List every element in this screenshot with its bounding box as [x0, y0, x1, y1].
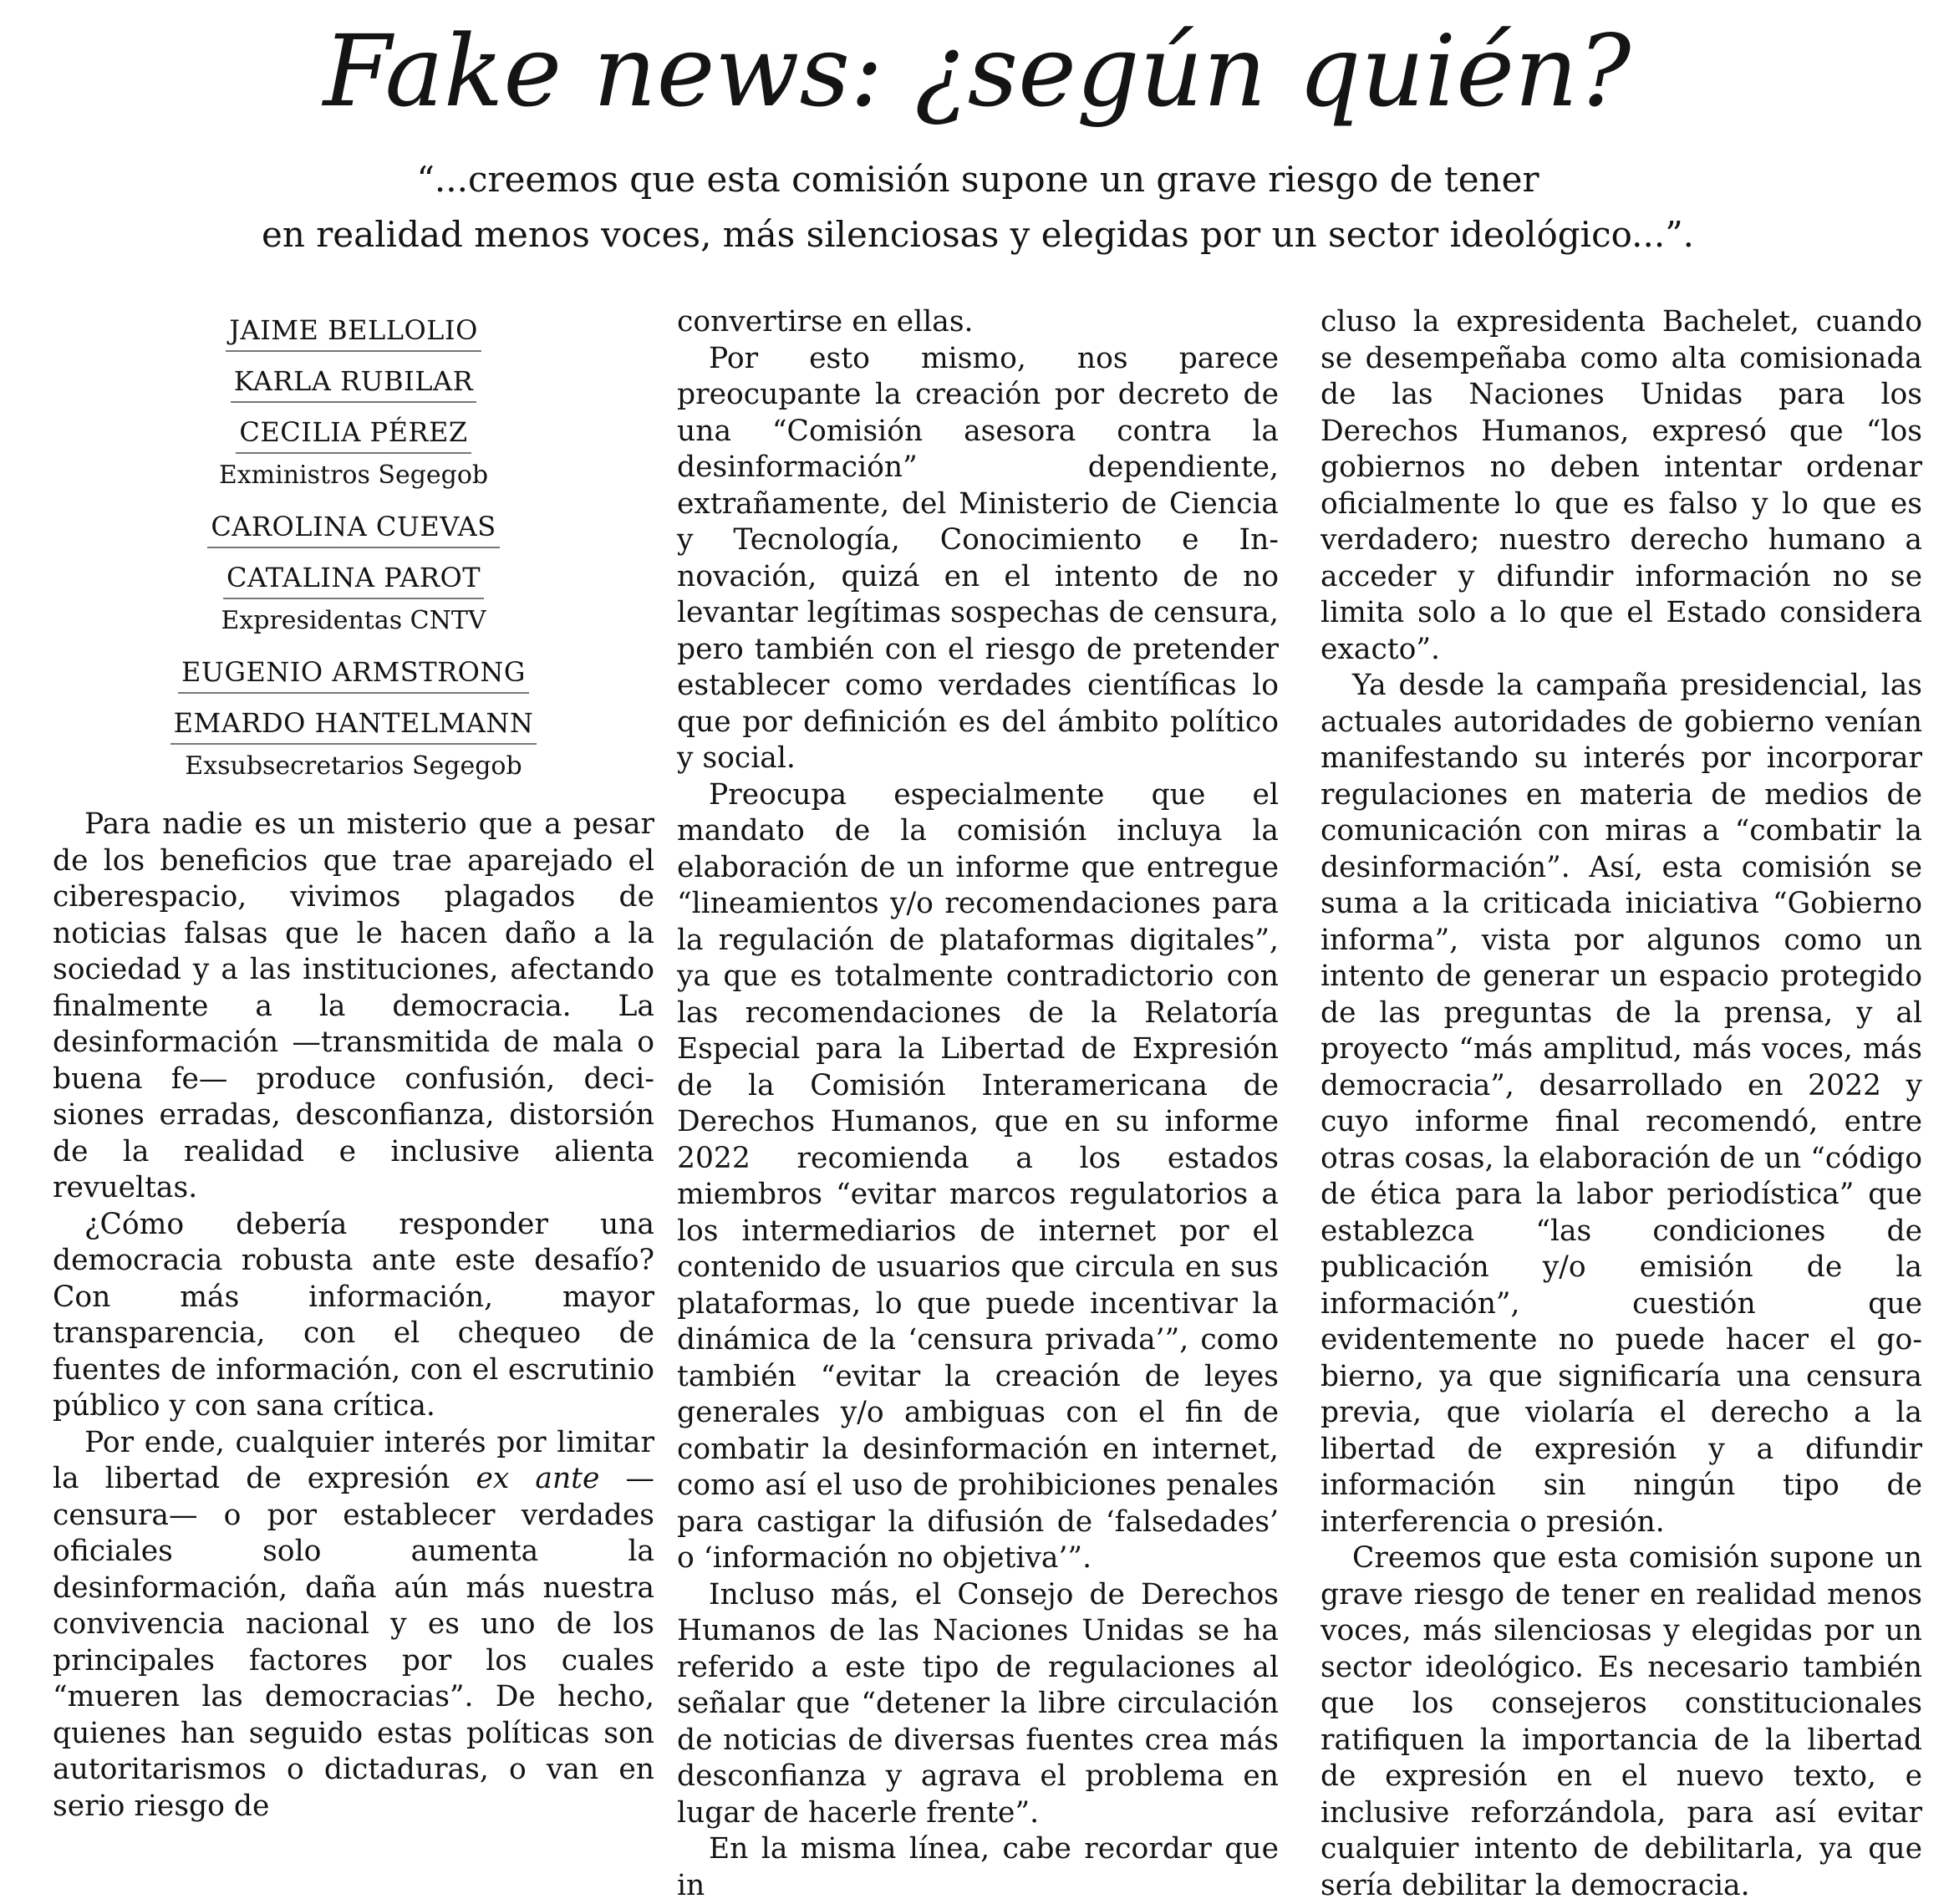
- author-name: EUGENIO ARMSTRONG: [178, 655, 529, 694]
- body-paragraph: Incluso más, el Consejo de Derechos Humanos de las Naciones Unidas se ha referido a este tipo de regulaciones al señalar que “detener la libre circulación de noticias de diversas fuentes crea más desconfianza y agrava el problema en lugar de hacerle frente”.: [677, 1577, 1279, 1830]
- emphasis-text: ex ante: [476, 1462, 600, 1495]
- author-name: CATALINA PAROT: [223, 561, 484, 599]
- body-text: Por ende, cualquier interés por limitar la libertad de expresión: [53, 1425, 654, 1495]
- body-text: —censura— o por establecer verdades oficiales solo aumenta la desinformación, daña aún más nuestra convivencia nacional y es uno de los principales factores por los cuales “mueren las democracias”. De hecho, quienes han seguido estas políticas son autoritarismos o dictaduras, o van en serio riesgo de: [53, 1462, 654, 1823]
- body-paragraph: Para nadie es un misterio que a pesar de los beneficios que trae aparejado el ciberespacio, vivimos plagados de noticias falsas que le hacen daño a la sociedad y a las instituciones, afectando finalmente a la democracia. La desinformación —transmitida de mala o buena fe— produce confusión, decisiones erradas, desconfianza, distorsión de la realidad e inclusive alienta revueltas.: [53, 807, 654, 1204]
- body-paragraph: Preocupa especialmente que el mandato de la comisión incluya la elaboración de un informe que entregue “lineamientos y/o recomendaciones para la regulación de plataformas digitales”, ya que es totalmente contradictorio con las recomendaciones de la Relatoría Especial para la Libertad de Expresión de la Comisión Interamericana de Derechos Humanos, que en su informe 2022 recomienda a los estados miembros “evitar marcos regulatorios a los intermediarios de internet por el contenido de usuarios que circula en sus plataformas, lo que puede incentivar la dinámica de la ‘censura privada’”, como también “evitar la creación de leyes generales y/o ambiguas con el fin de combatir la desinformación en internet, como así el uso de prohibiciones penales para castigar la difusión de ‘falsedades’ o ‘información no objetiva’”.: [677, 777, 1279, 1575]
- author-name: CECILIA PÉREZ: [236, 415, 471, 454]
- body-paragraph: ¿Cómo debería responder una democracia robusta ante este desafío? Con más información, mayor transparencia, con el chequeo de fuentes de información, con el escrutinio público y con sana crítica.: [53, 1207, 654, 1423]
- author-role: Exministros Segegob: [218, 461, 489, 490]
- author-role: Expresidentas CNTV: [221, 606, 486, 635]
- body-paragraph: En la misma línea, cabe recordar que in: [677, 1832, 1279, 1902]
- author-name: EMARDO HANTELMANN: [170, 706, 537, 745]
- bylines: [53, 301, 654, 781]
- author-name: JAIME BELLOLIO: [226, 313, 481, 352]
- body-paragraph: convertirse en ellas.: [677, 305, 974, 339]
- body-paragraph: [53, 1425, 654, 1825]
- author-name: KARLA RUBILAR: [231, 364, 477, 403]
- column-1: [53, 301, 654, 1825]
- body-paragraph: Por esto mismo, nos parece preocupante la creación por decreto de una “Comisión asesora contra la desinformación” dependiente, extrañamente, del Ministerio de Ciencia y Tecnología, Conocimiento e Innovación, quizá en el intento de no levantar legítimas sospechas de censura, pero también con el riesgo de pretender establecer como verdades científicas lo que por definición es del ámbito político y social.: [677, 341, 1279, 775]
- column-3: [1320, 304, 1922, 1904]
- headline: Fake news: ¿según quién?: [323, 13, 1631, 129]
- pull-quote-line: en realidad menos voces, más silenciosas y elegidas por un sector ideológico...”.: [261, 214, 1695, 255]
- body-paragraph: cluso la expresidenta Bachelet, cuando se desempeñaba como alta comisionada de las Naciones Unidas para los Derechos Humanos, expresó que “los gobiernos no deben intentar ordenar oficialmente lo que es falso y lo que es verdadero; nuestro derecho humano a acceder y difundir información no se limita solo a lo que el Estado considera exacto”.: [1320, 305, 1922, 666]
- column-2: [677, 304, 1279, 1904]
- author-name: CAROLINA CUEVAS: [207, 510, 499, 548]
- body-paragraph: Ya desde la campaña presidencial, las actuales autoridades de gobierno venían manifestando su interés por incorporar regulaciones en materia de medios de comunicación con miras a “combatir la desinformación”. Así, esta comisión se suma a la criticada iniciativa “Gobierno informa”, vista por algunos como un intento de generar un espacio protegido de las preguntas de la prensa, y al proyecto “más amplitud, más voces, más democracia”, desarrollado en 2022 y cuyo informe final recomendó, entre otras cosas, la elaboración de un “código de ética para la labor periodística” que establezca “las condiciones de publicación y/o emisión de la información”, cuestión que evidentemente no puede hacer el gobierno, ya que significaría una censura previa, que violaría el derecho a la libertad de expresión y a difundir información sin ningún tipo de interferencia o presión.: [1320, 669, 1922, 1539]
- body-paragraph: Creemos que esta comisión supone un grave riesgo de tener en realidad menos voces, más silenciosas y elegidas por un sector ideológico. Es necesario también que los consejeros constitucionales ratifiquen la importancia de la libertad de expresión en el nuevo texto, e inclusive reforzándola, para así evitar cualquier intento de debilitarla, ya que sería debilitar la democracia.: [1320, 1541, 1922, 1902]
- pull-quote: [150, 152, 1805, 262]
- pull-quote-line: “...creemos que esta comisión supone un grave riesgo de tener: [416, 159, 1539, 200]
- author-role: Exsubsecretarios Segegob: [185, 751, 522, 781]
